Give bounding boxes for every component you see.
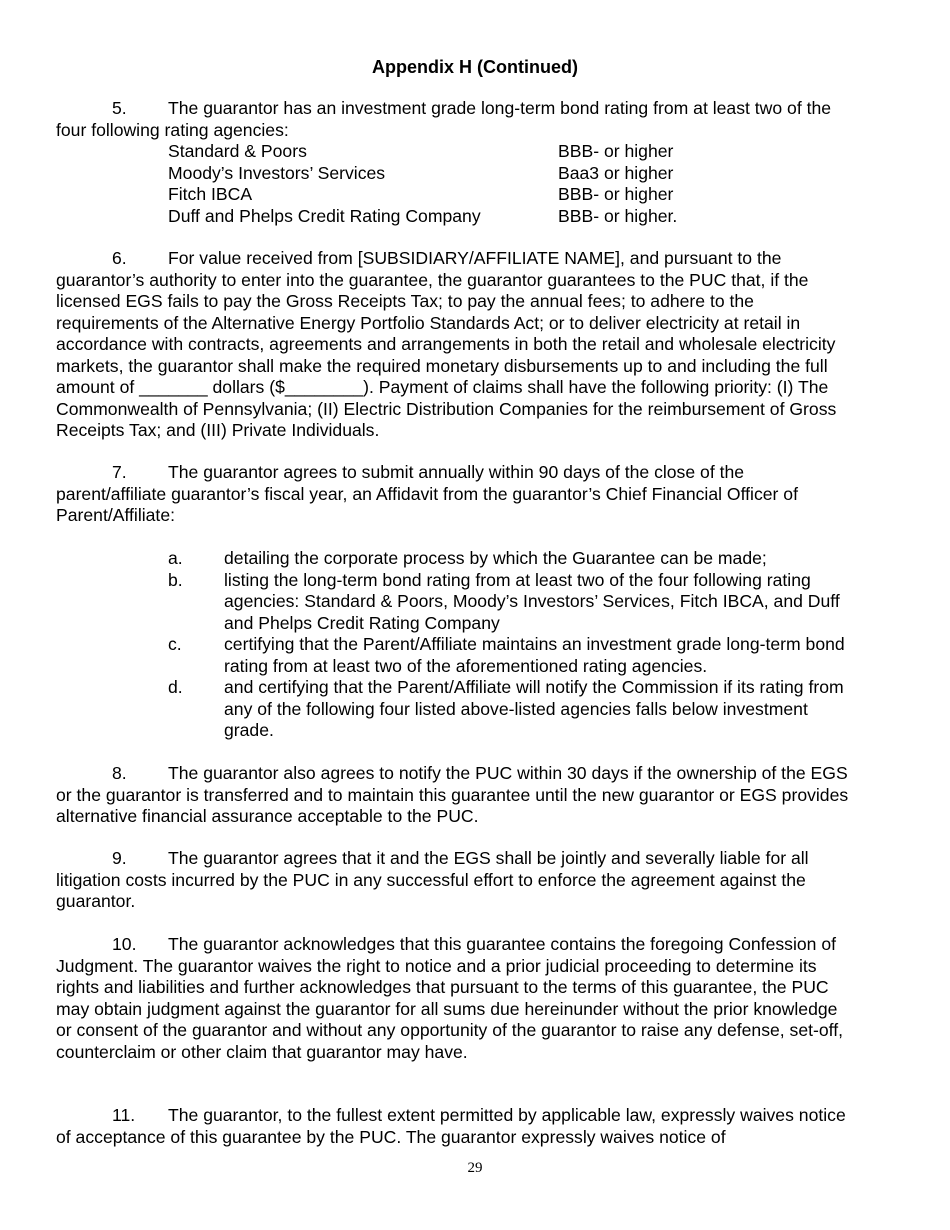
- list-item-letter: b.: [168, 569, 183, 590]
- agency-row: [168, 184, 728, 206]
- list-item: [168, 570, 848, 635]
- paragraph-number: 7.: [112, 462, 127, 482]
- paragraph-5: [56, 98, 856, 141]
- list-item-text: certifying that the Parent/Affiliate maintains an investment grade long-term bond rating from at least two of the aforementioned rating agencies.: [224, 634, 845, 676]
- list-item-letter: a.: [168, 548, 183, 568]
- paragraph-number: 10.: [112, 934, 137, 954]
- list-item-text: listing the long-term bond rating from at least two of the four following rating agencies: Standard & Poors, Moody’s Investors’ Services, Fitch IBCA, and Duff and Phelps Credit Rating Company: [224, 569, 840, 633]
- paragraph-10: [56, 934, 856, 1063]
- paragraph-text: The guarantor acknowledges that this guarantee contains the foregoing Confession of Judgment. The guarantor waives the right to notice and a prior judicial proceeding to determine its rights and liabilities and further acknowledges that pursuant to the terms of this guarantee, the PUC may obtain judgment against the guarantor for all sums due hereinunder without the prior knowledge or consent of the guarantor and without any opportunity of the guarantor to raise any defense, set-off, counterclaim or other claim that guarantor may have.: [56, 934, 844, 1062]
- agency-rating: BBB- or higher: [558, 141, 674, 161]
- paragraph-7: [56, 462, 856, 527]
- agency-row: [168, 206, 728, 228]
- paragraph-number: 5.: [112, 98, 127, 118]
- paragraph-8: [56, 763, 856, 828]
- paragraph-text: The guarantor also agrees to notify the PUC within 30 days if the ownership of the EGS or the guarantor is transferred and to maintain this guarantee until the new guarantor or EGS provides alternative financial assurance acceptable to the PUC.: [56, 763, 849, 826]
- page-title: Appendix H (Continued): [372, 57, 578, 77]
- list-item: [168, 677, 848, 742]
- list-item: [168, 548, 848, 570]
- agency-name: Moody’s Investors’ Services: [168, 162, 386, 183]
- paragraph-number: 9.: [112, 848, 127, 868]
- agency-rating: BBB- or higher: [558, 184, 674, 204]
- agency-row: [168, 163, 728, 185]
- agency-rating: Baa3 or higher: [558, 162, 674, 183]
- paragraph-text: The guarantor has an investment grade long-term bond rating from at least two of the four following rating agencies:: [56, 98, 832, 140]
- paragraph-6: [56, 248, 856, 442]
- paragraph-text: The guarantor agrees to submit annually within 90 days of the close of the parent/affiliate guarantor’s fiscal year, an Affidavit from the guarantor’s Chief Financial Officer of Parent/Affiliate:: [56, 462, 798, 525]
- list-item-text: and certifying that the Parent/Affiliate will notify the Commission if its rating from any of the following four listed above-listed agencies falls below investment grade.: [224, 677, 844, 740]
- list-item-letter: c.: [168, 634, 182, 654]
- agency-name: Standard & Poors: [168, 141, 307, 161]
- paragraph-9: [56, 848, 856, 913]
- agency-name: Duff and Phelps Credit Rating Company: [168, 205, 481, 226]
- list-item-text: detailing the corporate process by which the Guarantee can be made;: [224, 548, 767, 568]
- paragraph-number: 11.: [112, 1105, 136, 1125]
- paragraph-number: 8.: [112, 763, 127, 783]
- agency-row: [168, 141, 728, 163]
- paragraph-text: The guarantor, to the fullest extent permitted by applicable law, expressly waives notice of acceptance of this guarantee by the PUC. The guarantor expressly waives notice of: [56, 1105, 846, 1147]
- paragraph-11: [56, 1105, 856, 1148]
- paragraph-text: For value received from [SUBSIDIARY/AFFILIATE NAME], and pursuant to the guarantor’s authority to enter into the guarantee, the guarantor guarantees to the PUC that, if the licensed EGS fails to pay the Gross Receipts Tax; to pay the annual fees; to adhere to the requirements of the Alternative Energy Portfolio Standards Act; or to deliver electricity at retail in accordance with contracts, agreements and arrangements in both the retail and wholesale electricity markets, the guarantor shall make the required monetary disbursements up to and including the full amount of _______ dollars ($________). Payment of claims shall have the following priority: (I) The Commonwealth of Pennsylvania; (II) Electric Distribution Companies for the reimbursement of Gross Receipts Tax; and (III) Private Individuals.: [56, 248, 837, 440]
- list-item-letter: d.: [168, 677, 183, 697]
- affidavit-item-list: [168, 548, 848, 742]
- rating-agency-table: [168, 141, 728, 227]
- agency-rating: BBB- or higher.: [558, 205, 678, 226]
- agency-name: Fitch IBCA: [168, 184, 253, 204]
- paragraph-number: 6.: [112, 248, 127, 268]
- list-item: [168, 634, 848, 677]
- page-number: 29: [467, 1160, 483, 1176]
- paragraph-text: The guarantor agrees that it and the EGS shall be jointly and severally liable for all litigation costs incurred by the PUC in any successful effort to enforce the agreement against the guarantor.: [56, 848, 809, 911]
